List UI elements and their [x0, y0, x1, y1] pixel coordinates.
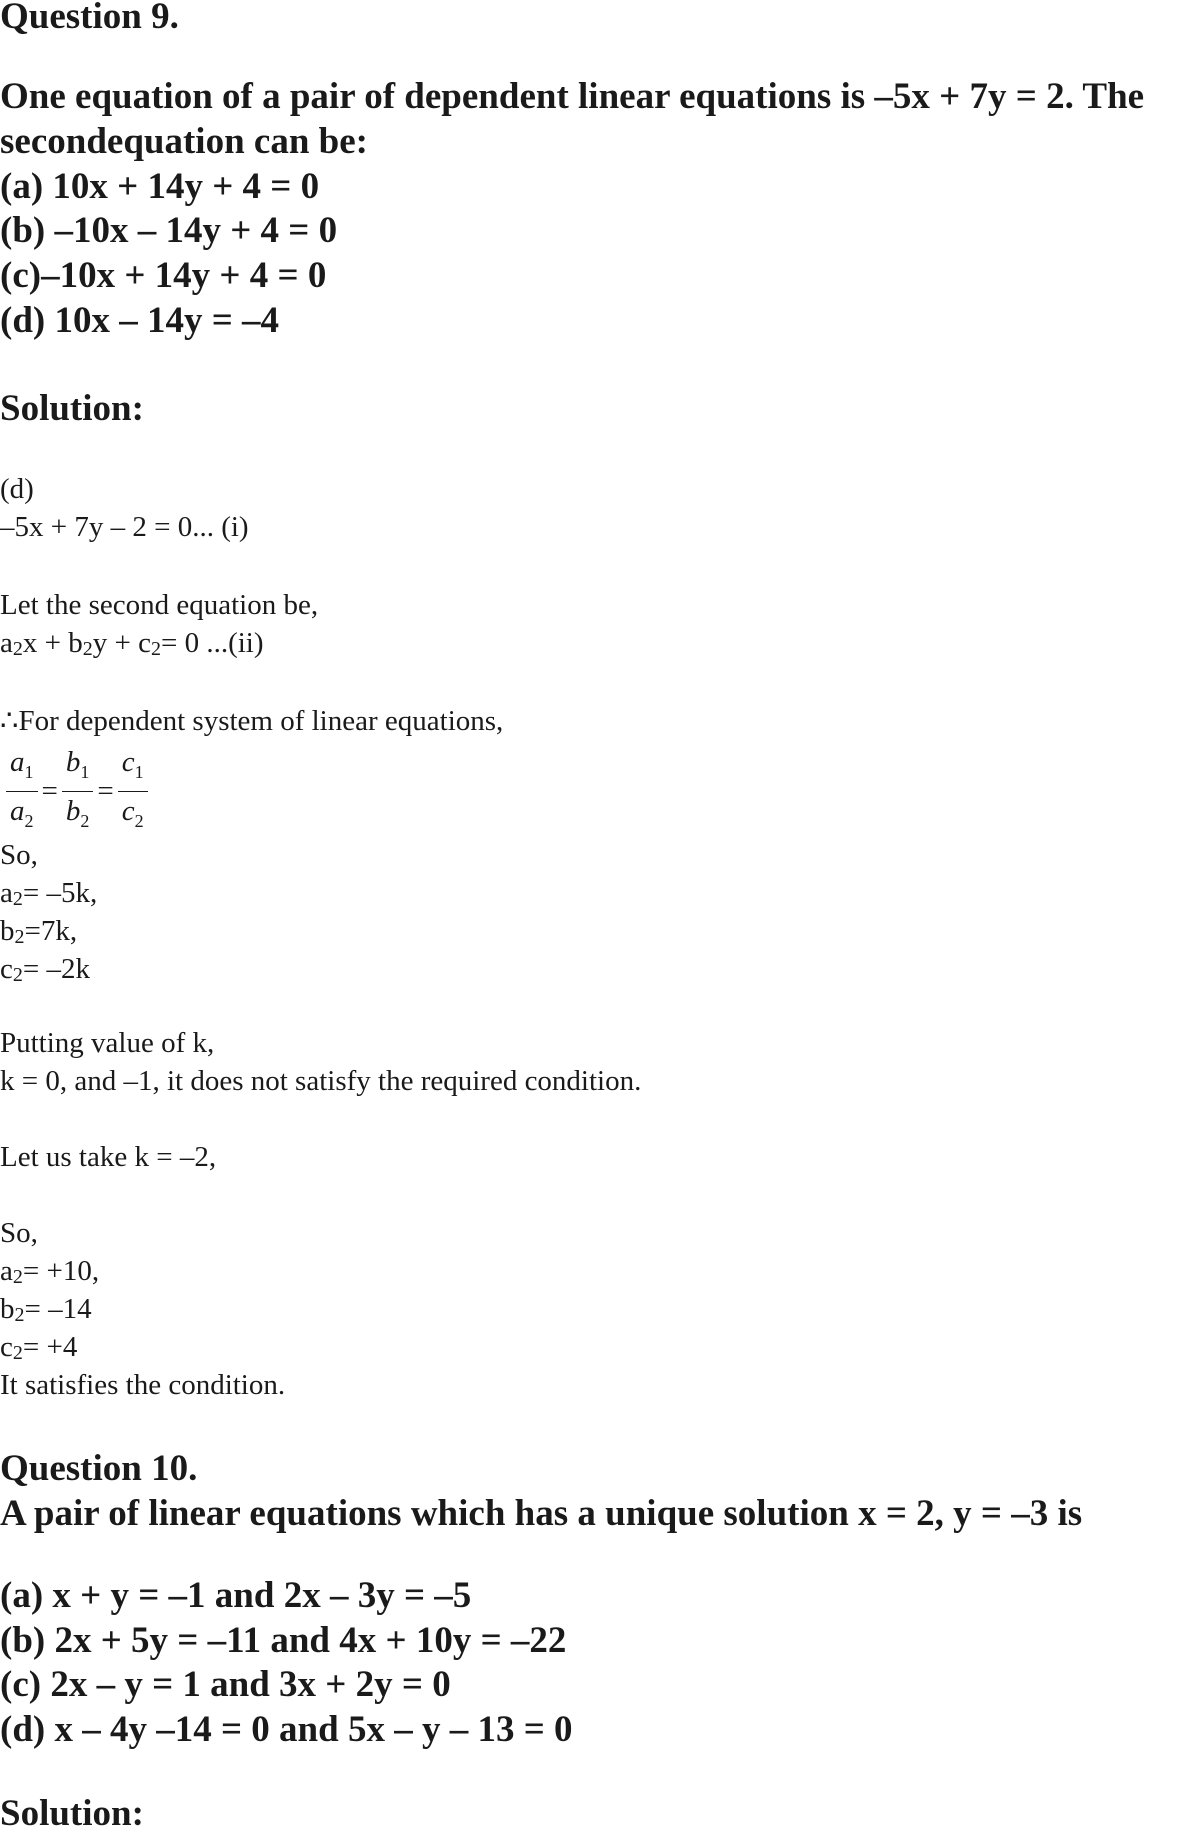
question-9-option-d: (d) 10x – 14y = –4 [0, 300, 280, 341]
c2-in-k: c2= –2k [0, 953, 90, 986]
question-10-option-c: (c) 2x – y = 1 and 3x + 2y = 0 [0, 1664, 451, 1705]
question-9-option-a: (a) 10x + 14y + 4 = 0 [0, 166, 320, 207]
question-9-option-c: (c)–10x + 14y + 4 = 0 [0, 255, 327, 296]
so-label-2: So, [0, 1217, 38, 1249]
k-fail-note: k = 0, and –1, it does not satisfy the required condition. [0, 1065, 642, 1097]
question-10-option-d: (d) x – 4y –14 = 0 and 5x – y – 13 = 0 [0, 1709, 573, 1750]
satisfies-condition: It satisfies the condition. [0, 1369, 286, 1401]
question-10-stem: A pair of linear equations which has a unique solution x = 2, y = –3 is [0, 1493, 1083, 1534]
question-9-option-b: (b) –10x – 14y + 4 = 0 [0, 210, 338, 251]
ratio-condition [4, 746, 150, 836]
fraction-b: $\frac{b_1}{b_2}$ [62, 743, 94, 840]
question-9-stem-line-2: secondequation can be: [0, 121, 368, 162]
let-us-take-k: Let us take k = –2, [0, 1141, 217, 1173]
b2-final: b2= –14 [0, 1293, 92, 1326]
equals-sign: = [97, 774, 114, 807]
fraction-a: $\frac{a_1}{a_2}$ [6, 743, 38, 840]
question-9-heading: Question 9. [0, 0, 179, 37]
fraction-c: $\frac{c_1}{c_2}$ [118, 743, 148, 840]
equation-ii: a2x + b2y + c2= 0 ...(ii) [0, 627, 264, 660]
question-9-solution-heading: Solution: [0, 388, 144, 429]
equation-i: –5x + 7y – 2 = 0... (i) [0, 511, 249, 543]
question-10-option-b: (b) 2x + 5y = –11 and 4x + 10y = –22 [0, 1620, 567, 1661]
question-10-option-a: (a) x + y = –1 and 2x – 3y = –5 [0, 1575, 472, 1616]
a2-in-k: a2= –5k, [0, 877, 98, 910]
a2-final: a2= +10, [0, 1255, 100, 1288]
c2-final: c2= +4 [0, 1331, 78, 1364]
let-second-equation: Let the second equation be, [0, 589, 319, 621]
equals-sign: = [41, 774, 58, 807]
question-9-stem-line-1: One equation of a pair of dependent linear equations is –5x + 7y = 2. The [0, 76, 1145, 117]
dependent-system-note: ∴For dependent system of linear equations, [0, 705, 504, 737]
question-10-heading: Question 10. [0, 1448, 198, 1489]
solution-answer: (d) [0, 473, 34, 505]
putting-value-of-k: Putting value of k, [0, 1027, 215, 1059]
question-10-solution-heading: Solution: [0, 1793, 144, 1834]
so-label-1: So, [0, 839, 38, 871]
b2-in-k: b2=7k, [0, 915, 78, 948]
